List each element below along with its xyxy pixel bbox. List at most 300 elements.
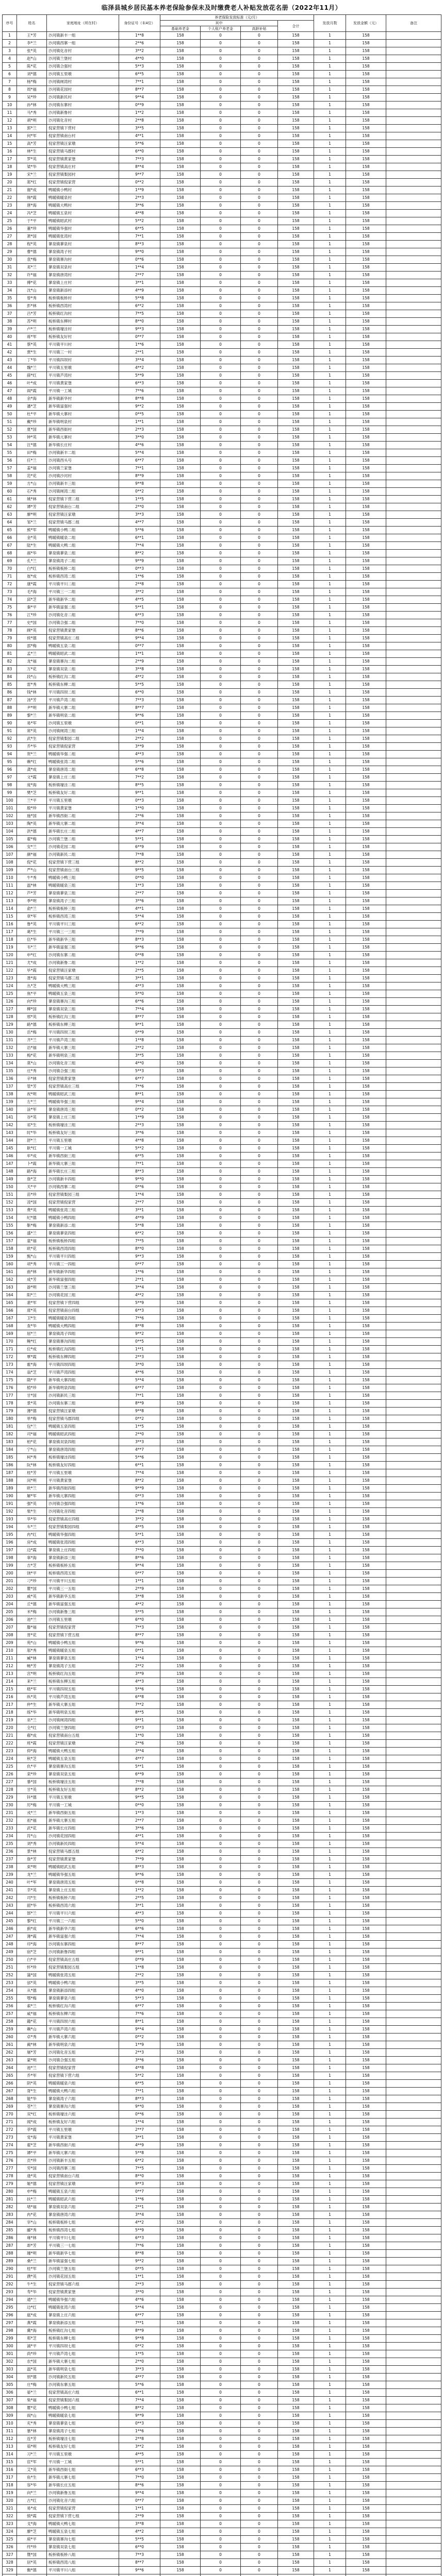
cell-basic: 158 — [160, 2381, 201, 2389]
cell-remark — [386, 2095, 441, 2103]
cell-age: 0 — [241, 952, 278, 959]
cell-remark — [386, 782, 441, 789]
cell-total: 158 — [278, 2033, 314, 2041]
cell-idnum: 9**4 — [119, 2026, 160, 2033]
cell-age: 0 — [241, 805, 278, 812]
cell-total: 158 — [278, 1230, 314, 1238]
cell-personal: 0 — [201, 2010, 241, 2018]
cell-basic: 158 — [160, 1740, 201, 1748]
cell-no: 94 — [3, 751, 17, 758]
table-row — [3, 604, 441, 612]
cell-amount: 158 — [346, 2528, 386, 2536]
cell-personal: 0 — [201, 751, 241, 758]
cell-address: 倪家营镇下营四组 — [47, 1299, 119, 1307]
cell-idnum: 9**1 — [119, 1021, 160, 1029]
cell-total: 158 — [278, 341, 314, 349]
cell-months: 1 — [314, 1941, 346, 1948]
cell-age: 0 — [241, 202, 278, 210]
cell-amount: 158 — [346, 465, 386, 472]
cell-address: 板桥镇红沟村 — [47, 310, 119, 318]
cell-remark — [386, 1207, 441, 1214]
cell-basic: 158 — [160, 789, 201, 797]
cell-personal: 0 — [201, 2435, 241, 2443]
table-row — [3, 751, 441, 758]
cell-amount: 158 — [346, 1802, 386, 1809]
cell-basic: 158 — [160, 2142, 201, 2149]
cell-amount: 158 — [346, 1508, 386, 1516]
cell-personal: 0 — [201, 1230, 241, 1238]
cell-remark — [386, 1724, 441, 1732]
cell-months: 1 — [314, 1268, 346, 1276]
cell-amount: 158 — [346, 905, 386, 913]
cell-idnum: 3**1 — [119, 2134, 160, 2142]
cell-no: 297 — [3, 2319, 17, 2327]
cell-personal: 0 — [201, 1786, 241, 1794]
cell-personal: 0 — [201, 836, 241, 843]
cell-personal: 0 — [201, 2142, 241, 2149]
cell-age: 0 — [241, 1384, 278, 1392]
cell-no: 134 — [3, 1060, 17, 1067]
cell-remark — [386, 86, 441, 94]
cell-months: 1 — [314, 921, 346, 928]
cell-basic: 158 — [160, 1608, 201, 1616]
cell-idnum: 6**5 — [119, 1153, 160, 1160]
table-row — [3, 302, 441, 310]
cell-idnum: 8**0 — [119, 318, 160, 326]
cell-total: 158 — [278, 225, 314, 233]
cell-name: 曾*秀 — [17, 295, 47, 302]
cell-personal: 0 — [201, 2219, 241, 2227]
cell-total: 158 — [278, 2536, 314, 2544]
cell-remark — [386, 1933, 441, 1941]
cell-name: 章*军 — [17, 913, 47, 921]
cell-address: 沙河镇闸湾四组 — [47, 1717, 119, 1724]
cell-personal: 0 — [201, 1655, 241, 1663]
cell-remark — [386, 1809, 441, 1817]
table-row — [3, 2080, 441, 2088]
cell-basic: 158 — [160, 1261, 201, 1268]
table-row — [3, 828, 441, 836]
cell-address: 沙河镇东寨四组 — [47, 1941, 119, 1948]
cell-idnum: 3**8 — [119, 2520, 160, 2528]
cell-personal: 0 — [201, 1153, 241, 1160]
cell-basic: 158 — [160, 650, 201, 658]
cell-basic: 158 — [160, 264, 201, 272]
cell-months: 1 — [314, 2489, 346, 2497]
cell-age: 0 — [241, 928, 278, 936]
table-row — [3, 2265, 441, 2273]
cell-idnum: 6**1 — [119, 2389, 160, 2397]
cell-total: 158 — [278, 1268, 314, 1276]
cell-amount: 158 — [346, 109, 386, 117]
cell-months: 1 — [314, 751, 346, 758]
cell-remark — [386, 1485, 441, 1493]
cell-age: 0 — [241, 225, 278, 233]
cell-address: 平川镇四坝三组 — [47, 1029, 119, 1037]
cell-age: 0 — [241, 913, 278, 921]
cell-age: 0 — [241, 2134, 278, 2142]
cell-amount: 158 — [346, 751, 386, 758]
cell-personal: 0 — [201, 1400, 241, 1408]
cell-age: 0 — [241, 1693, 278, 1701]
cell-name: 白*平 — [17, 1956, 47, 1964]
cell-age: 0 — [241, 1214, 278, 1222]
cell-amount: 158 — [346, 1353, 386, 1361]
cell-months: 1 — [314, 1176, 346, 1183]
cell-age: 0 — [241, 302, 278, 310]
cell-no: 291 — [3, 2273, 17, 2281]
cell-name: 屈*兰 — [17, 1330, 47, 1338]
cell-amount: 158 — [346, 1879, 386, 1887]
cell-age: 0 — [241, 1029, 278, 1037]
cell-address: 沙河镇新鲁三组 — [47, 1608, 119, 1616]
cell-personal: 0 — [201, 658, 241, 666]
cell-amount: 158 — [346, 403, 386, 411]
cell-no: 152 — [3, 1199, 17, 1207]
cell-basic: 158 — [160, 1624, 201, 1632]
cell-months: 1 — [314, 2157, 346, 2165]
cell-amount: 158 — [346, 959, 386, 967]
cell-address: 平川镇三一六组 — [47, 1918, 119, 1925]
cell-personal: 0 — [201, 1863, 241, 1871]
cell-idnum: 6**3 — [119, 380, 160, 387]
cell-total: 158 — [278, 1825, 314, 1833]
cell-total: 158 — [278, 1183, 314, 1191]
cell-remark — [386, 2103, 441, 2111]
cell-months: 1 — [314, 1438, 346, 1446]
cell-address: 新华镇大寨七组 — [47, 2358, 119, 2366]
cell-remark — [386, 2057, 441, 2064]
cell-amount: 158 — [346, 1717, 386, 1724]
cell-remark — [386, 341, 441, 349]
cell-basic: 158 — [160, 1578, 201, 1585]
cell-amount: 158 — [346, 897, 386, 905]
table-row — [3, 1060, 441, 1067]
cell-months: 1 — [314, 480, 346, 488]
cell-personal: 0 — [201, 1261, 241, 1268]
cell-age: 0 — [241, 395, 278, 403]
cell-idnum: 4**1 — [119, 132, 160, 140]
cell-idnum: 5**9 — [119, 2227, 160, 2234]
cell-months: 1 — [314, 905, 346, 913]
cell-amount: 158 — [346, 944, 386, 952]
cell-amount: 158 — [346, 1292, 386, 1299]
cell-personal: 0 — [201, 828, 241, 836]
cell-total: 158 — [278, 1531, 314, 1539]
cell-basic: 158 — [160, 403, 201, 411]
cell-name: 梁*华 — [17, 163, 47, 171]
cell-months: 1 — [314, 2551, 346, 2559]
cell-personal: 0 — [201, 1330, 241, 1338]
cell-total: 158 — [278, 1253, 314, 1261]
cell-no: 1 — [3, 32, 17, 40]
cell-no: 138 — [3, 1091, 17, 1098]
cell-amount: 158 — [346, 2003, 386, 2010]
cell-amount: 158 — [346, 1052, 386, 1060]
cell-name: 蒲*国 — [17, 1972, 47, 1979]
cell-remark — [386, 2505, 441, 2513]
cell-amount: 158 — [346, 2149, 386, 2157]
table-row — [3, 94, 441, 101]
cell-name: 刘*秀 — [17, 1840, 47, 1848]
cell-age: 0 — [241, 2242, 278, 2250]
cell-idnum: 8**3 — [119, 936, 160, 944]
table-row — [3, 1369, 441, 1377]
cell-age: 0 — [241, 241, 278, 248]
cell-age: 0 — [241, 1902, 278, 1910]
cell-name: 庾*平 — [17, 2536, 47, 2544]
table-row — [3, 1941, 441, 1948]
table-row — [3, 187, 441, 194]
cell-no: 284 — [3, 2219, 17, 2227]
cell-remark — [386, 1106, 441, 1114]
cell-amount: 158 — [346, 1021, 386, 1029]
cell-remark — [386, 1624, 441, 1632]
cell-idnum: 1**4 — [119, 264, 160, 272]
cell-name: 幸*英 — [17, 1887, 47, 1894]
cell-no: 114 — [3, 905, 17, 913]
cell-no: 282 — [3, 2204, 17, 2211]
cell-age: 0 — [241, 426, 278, 434]
cell-address: 新华镇富强三组 — [47, 944, 119, 952]
cell-amount: 158 — [346, 480, 386, 488]
cell-basic: 158 — [160, 2312, 201, 2319]
cell-amount: 158 — [346, 1894, 386, 1902]
cell-name: 蔡*英 — [17, 341, 47, 349]
cell-address: 倪家营镇马郡三组 — [47, 975, 119, 982]
cell-idnum: 9**3 — [119, 326, 160, 333]
cell-age: 0 — [241, 758, 278, 766]
cell-basic: 158 — [160, 990, 201, 998]
table-row — [3, 2010, 441, 2018]
table-row — [3, 411, 441, 418]
cell-amount: 158 — [346, 697, 386, 704]
table-row — [3, 1338, 441, 1346]
cell-amount: 158 — [346, 272, 386, 279]
cell-amount: 158 — [346, 2049, 386, 2057]
cell-no: 209 — [3, 1639, 17, 1647]
cell-personal: 0 — [201, 1616, 241, 1624]
cell-personal: 0 — [201, 2505, 241, 2513]
table-row — [3, 1006, 441, 1013]
cell-basic: 158 — [160, 689, 201, 697]
cell-personal: 0 — [201, 1531, 241, 1539]
cell-no: 167 — [3, 1315, 17, 1323]
cell-personal: 0 — [201, 248, 241, 256]
cell-idnum: 6**8 — [119, 766, 160, 774]
cell-remark — [386, 1894, 441, 1902]
cell-months: 1 — [314, 797, 346, 805]
cell-amount: 158 — [346, 1856, 386, 1863]
cell-personal: 0 — [201, 1299, 241, 1307]
cell-no: 212 — [3, 1663, 17, 1670]
cell-basic: 158 — [160, 202, 201, 210]
cell-age: 0 — [241, 2296, 278, 2304]
cell-basic: 158 — [160, 1570, 201, 1578]
cell-months: 1 — [314, 1369, 346, 1377]
cell-personal: 0 — [201, 333, 241, 341]
cell-age: 0 — [241, 1941, 278, 1948]
cell-no: 321 — [3, 2505, 17, 2513]
cell-amount: 158 — [346, 1794, 386, 1802]
cell-age: 0 — [241, 32, 278, 40]
table-row — [3, 2173, 441, 2180]
cell-no: 113 — [3, 897, 17, 905]
table-row — [3, 171, 441, 179]
cell-idnum: 4**3 — [119, 1910, 160, 1918]
cell-basic: 158 — [160, 1415, 201, 1423]
cell-basic: 158 — [160, 2003, 201, 2010]
cell-personal: 0 — [201, 1423, 241, 1431]
cell-months: 1 — [314, 2072, 346, 2080]
cell-address: 平川镇芦湾二组 — [47, 697, 119, 704]
cell-remark — [386, 1075, 441, 1083]
cell-amount: 158 — [346, 2443, 386, 2451]
cell-months: 1 — [314, 1446, 346, 1454]
cell-months: 1 — [314, 650, 346, 658]
cell-total: 158 — [278, 1191, 314, 1199]
cell-months: 1 — [314, 1578, 346, 1585]
cell-age: 0 — [241, 1817, 278, 1825]
cell-address: 沙河镇合强四组 — [47, 1500, 119, 1508]
cell-no: 193 — [3, 1516, 17, 1523]
cell-total: 158 — [278, 720, 314, 727]
cell-total: 158 — [278, 411, 314, 418]
cell-idnum: 1**6 — [119, 573, 160, 581]
table-row — [3, 650, 441, 658]
cell-address: 倪家营镇下营六组 — [47, 2072, 119, 2080]
cell-months: 1 — [314, 1230, 346, 1238]
cell-remark — [386, 1384, 441, 1392]
cell-months: 1 — [314, 1933, 346, 1941]
cell-age: 0 — [241, 2018, 278, 2026]
cell-amount: 158 — [346, 2544, 386, 2551]
cell-amount: 158 — [346, 1446, 386, 1454]
cell-months: 1 — [314, 1802, 346, 1809]
cell-remark — [386, 55, 441, 63]
cell-amount: 158 — [346, 1948, 386, 1956]
cell-age: 0 — [241, 1840, 278, 1848]
cell-remark — [386, 1230, 441, 1238]
cell-basic: 158 — [160, 1423, 201, 1431]
cell-age: 0 — [241, 1129, 278, 1137]
cell-total: 158 — [278, 387, 314, 395]
cell-months: 1 — [314, 1392, 346, 1400]
cell-months: 1 — [314, 1562, 346, 1570]
table-row — [3, 1029, 441, 1037]
cell-address: 倪家营镇马郡六组 — [47, 2281, 119, 2289]
cell-idnum: 8**9 — [119, 2327, 160, 2335]
cell-months: 1 — [314, 859, 346, 867]
cell-name: 孟*兰 — [17, 650, 47, 658]
cell-address: 新华镇新华五组 — [47, 1593, 119, 1601]
cell-months: 1 — [314, 1191, 346, 1199]
cell-total: 158 — [278, 1593, 314, 1601]
cell-amount: 158 — [346, 1972, 386, 1979]
table-row — [3, 2497, 441, 2505]
table-row — [3, 2559, 441, 2567]
cell-address: 沙河镇五里墩 — [47, 720, 119, 727]
cell-name: 鲁*英 — [17, 921, 47, 928]
cell-idnum: 2**2 — [119, 1044, 160, 1052]
cell-address: 新华镇新华七组 — [47, 2250, 119, 2258]
cell-idnum: 1**8 — [119, 32, 160, 40]
cell-amount: 158 — [346, 434, 386, 442]
cell-remark — [386, 411, 441, 418]
cell-months: 1 — [314, 928, 346, 936]
cell-idnum: 2**0 — [119, 2358, 160, 2366]
table-row — [3, 2304, 441, 2312]
cell-months: 1 — [314, 40, 346, 47]
cell-no: 177 — [3, 1392, 17, 1400]
cell-total: 158 — [278, 372, 314, 380]
table-row — [3, 2018, 441, 2026]
cell-remark — [386, 1825, 441, 1833]
cell-personal: 0 — [201, 1547, 241, 1554]
cell-months: 1 — [314, 2180, 346, 2188]
cell-personal: 0 — [201, 1323, 241, 1330]
cell-remark — [386, 1060, 441, 1067]
cell-name: 祖*福 — [17, 1817, 47, 1825]
cell-personal: 0 — [201, 1238, 241, 1245]
cell-months: 1 — [314, 805, 346, 812]
cell-name: 庄*秀 — [17, 1067, 47, 1075]
cell-address: 新华镇大寨二组 — [47, 704, 119, 712]
cell-total: 158 — [278, 1021, 314, 1029]
cell-amount: 158 — [346, 1137, 386, 1145]
cell-address: 倪家营镇梨园五组 — [47, 1964, 119, 1972]
cell-personal: 0 — [201, 256, 241, 264]
cell-address: 鸭暖镇张湾六组 — [47, 2304, 119, 2312]
cell-age: 0 — [241, 1183, 278, 1191]
cell-no: 129 — [3, 1021, 17, 1029]
cell-total: 158 — [278, 1431, 314, 1438]
cell-idnum: 6**2 — [119, 1230, 160, 1238]
cell-age: 0 — [241, 2304, 278, 2312]
cell-no: 319 — [3, 2489, 17, 2497]
table-row — [3, 442, 441, 449]
cell-basic: 158 — [160, 241, 201, 248]
cell-age: 0 — [241, 1153, 278, 1160]
cell-address: 鸭暖镇暖泉五组 — [47, 1647, 119, 1655]
cell-address: 鸭暖镇小鸭四组 — [47, 1214, 119, 1222]
table-row — [3, 944, 441, 952]
cell-no: 57 — [3, 465, 17, 472]
cell-personal: 0 — [201, 2397, 241, 2404]
table-row — [3, 890, 441, 897]
table-row — [3, 1601, 441, 1608]
cell-idnum: 6**5 — [119, 71, 160, 78]
cell-personal: 0 — [201, 890, 241, 897]
cell-personal: 0 — [201, 40, 241, 47]
cell-amount: 158 — [346, 1748, 386, 1755]
cell-personal: 0 — [201, 1091, 241, 1098]
cell-remark — [386, 287, 441, 295]
cell-address: 板桥镇西湾八组 — [47, 2559, 119, 2567]
cell-months: 1 — [314, 681, 346, 689]
cell-address: 沙河镇东寨三组 — [47, 1400, 119, 1408]
cell-months: 1 — [314, 1222, 346, 1230]
cell-name: 慎*霞 — [17, 2513, 47, 2520]
cell-age: 0 — [241, 2119, 278, 2126]
cell-basic: 158 — [160, 1315, 201, 1323]
cell-no: 182 — [3, 1431, 17, 1438]
cell-address: 蓼泉镇寨沟五组 — [47, 1763, 119, 1771]
cell-personal: 0 — [201, 2265, 241, 2273]
table-row — [3, 2528, 441, 2536]
table-row — [3, 2088, 441, 2095]
cell-months: 1 — [314, 867, 346, 874]
